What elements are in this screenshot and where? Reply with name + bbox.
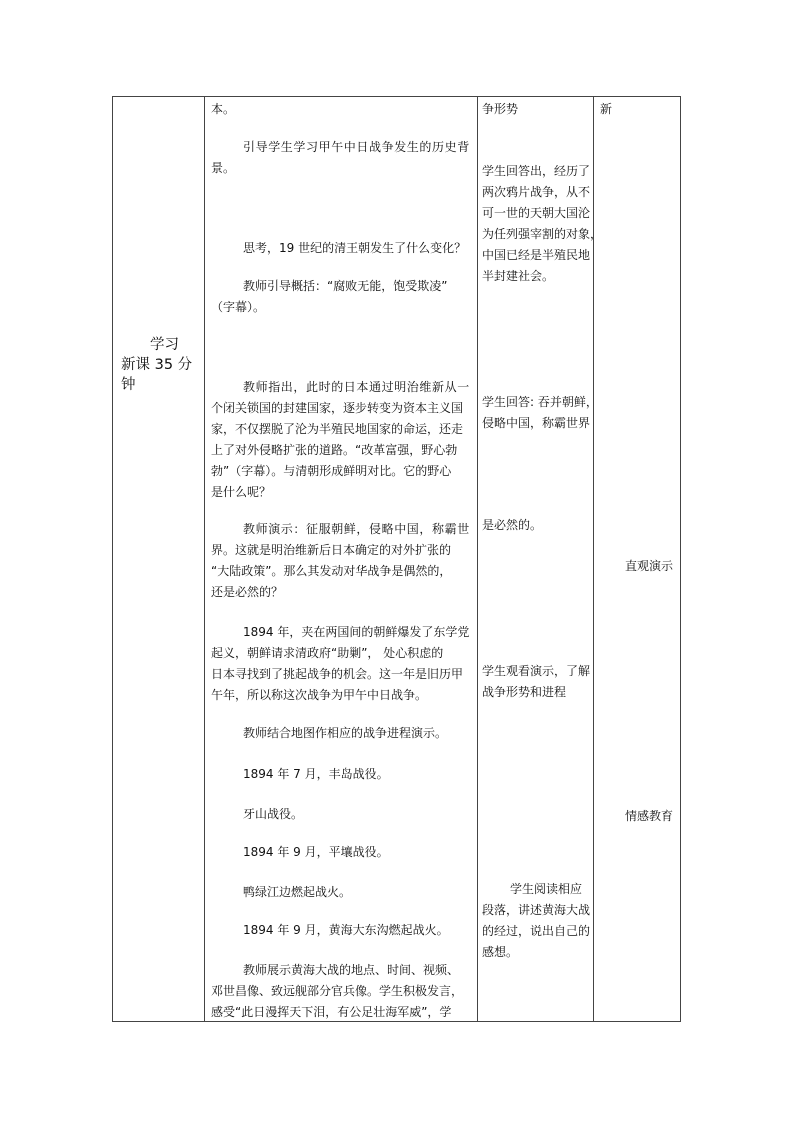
teacher-text-line: 家，不仅摆脱了沦为半殖民地国家的命运，还走 xyxy=(211,422,464,436)
student-text-line: 战争形势和进程 xyxy=(482,685,567,699)
intent-text-line: 情感教育 xyxy=(625,809,674,823)
teacher-text-line: 1894 年 7 月，丰岛战役。 xyxy=(243,767,389,781)
teacher-text-line: 个闭关锁国的封建国家，逐步转变为资本主义国 xyxy=(211,401,464,415)
teacher-text-line: 日本寻找到了挑起战争的机会。这一年是旧历甲 xyxy=(211,667,464,681)
teacher-text-line: 景。 xyxy=(211,161,236,175)
teacher-text-line: 起义，朝鲜请求清政府“助剿”， 处心积虑的 xyxy=(211,646,444,660)
teacher-text-line: 1894 年 9 月，平壤战役。 xyxy=(243,845,389,859)
teacher-text-line: 牙山战役。 xyxy=(243,807,304,821)
student-text-line: 半封建社会。 xyxy=(482,269,555,283)
student-text-line: 中国已经是半殖民地 xyxy=(482,248,591,262)
teacher-text-line: 教师指出，此时的日本通过明治维新从一 xyxy=(243,380,470,394)
student-text-line: 段落，讲述黄海大战 xyxy=(482,903,591,917)
column-divider xyxy=(477,97,478,1021)
stage-label-line: 新课 35 分 xyxy=(121,357,193,373)
teacher-text-line: 思考，19 世纪的清王朝发生了什么变化？ xyxy=(243,241,467,255)
teacher-text-line: （字幕）。 xyxy=(211,300,266,314)
teacher-text-line: 邓世昌像、致远舰部分官兵像。学生积极发言， xyxy=(211,984,464,998)
student-text-line: 学生观看演示，了解 xyxy=(482,664,591,678)
student-text-line: 为任列强宰割的对象， xyxy=(482,227,603,241)
student-text-line: 侵略中国，称霸世界 xyxy=(482,416,591,430)
teacher-text-line: 教师引导概括：“腐败无能，饱受欺凌” xyxy=(243,279,448,293)
teacher-text-line: 鸭绿江边燃起战火。 xyxy=(243,885,352,899)
student-text-line: 争形势 xyxy=(482,102,519,116)
student-text-line: 两次鸦片战争，从不 xyxy=(482,185,591,199)
student-text-line: 学生阅读相应 xyxy=(510,882,583,896)
student-text-line: 学生回答出，经历了 xyxy=(482,164,591,178)
stage-label-line: 学习 xyxy=(150,337,179,353)
teacher-text-line: 上了对外侵略扩张的道路。“改革富强，野心勃 xyxy=(211,443,458,457)
teacher-text-line: 引导学生学习甲午中日战争发生的历史背 xyxy=(243,140,470,154)
teacher-text-line: 本。 xyxy=(211,102,236,116)
teacher-text-line: 1894 年，夹在两国间的朝鲜爆发了东学党 xyxy=(243,625,470,639)
teacher-text-line: 1894 年 9 月，黄海大东沟燃起战火。 xyxy=(243,923,449,937)
student-text-line: 可一世的天朝大国沦 xyxy=(482,206,591,220)
student-text-line: 学生回答: 吞并朝鲜， xyxy=(482,395,598,409)
teacher-text-line: 午年，所以称这次战争为甲午中日战争。 xyxy=(211,688,428,702)
intent-text-line: 直观演示 xyxy=(625,559,674,573)
teacher-text-line: 还是必然的？ xyxy=(211,585,284,599)
lesson-plan-table xyxy=(112,96,681,1022)
teacher-text-line: 感受“此日漫挥天下泪，有公足壮海军威”，学 xyxy=(211,1005,452,1019)
teacher-text-line: “大陆政策”。那么其发动对华战争是偶然的， xyxy=(211,564,452,578)
teacher-text-line: 界。这就是明治维新后日本确定的对外扩张的 xyxy=(211,543,452,557)
teacher-text-line: 教师展示黄海大战的地点、时间、视频、 xyxy=(243,963,460,977)
teacher-text-line: 是什么呢？ xyxy=(211,485,272,499)
teacher-text-line: 教师结合地图作相应的战争进程演示。 xyxy=(243,726,448,740)
student-text-line: 的经过，说出自己的 xyxy=(482,924,591,938)
teacher-text-line: 教师演示：征服朝鲜，侵略中国，称霸世 xyxy=(243,522,470,536)
column-divider xyxy=(204,97,205,1021)
student-text-line: 感想。 xyxy=(482,945,519,959)
student-text-line: 是必然的。 xyxy=(482,518,543,532)
stage-label-line: 钟 xyxy=(121,377,136,393)
intent-text-line: 新 xyxy=(600,102,613,116)
teacher-text-line: 勃”（字幕）。与清朝形成鲜明对比。它的野心 xyxy=(211,464,452,478)
